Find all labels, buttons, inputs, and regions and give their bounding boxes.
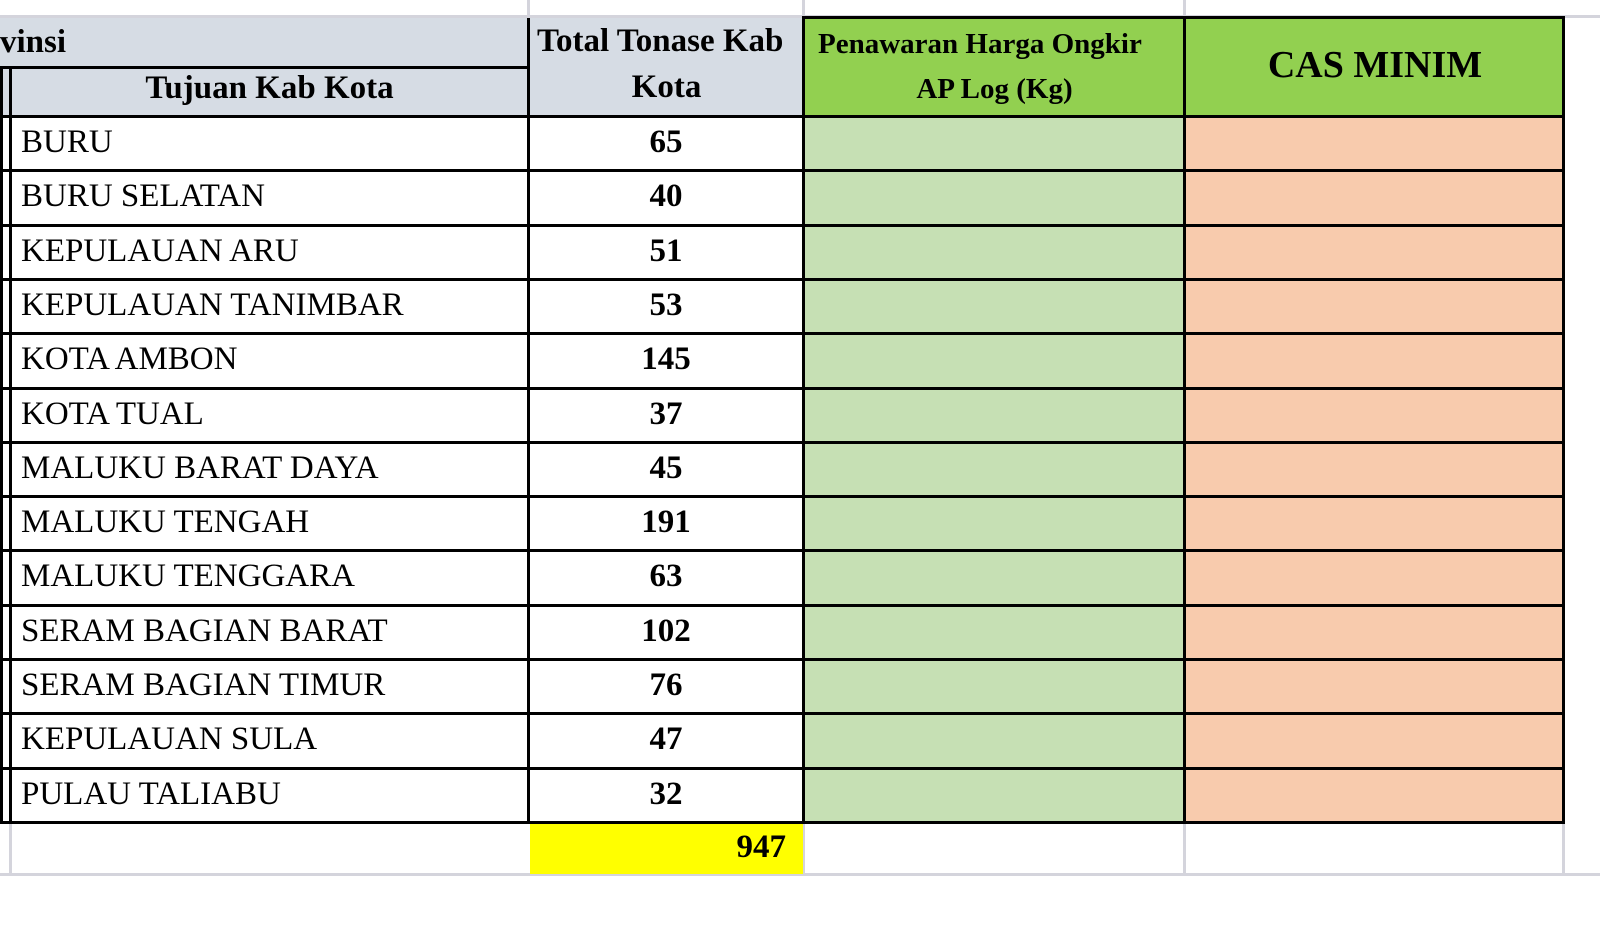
tujuan-value: KEPULAUAN SULA [21,721,318,757]
tujuan-cell[interactable] [11,550,528,605]
tujuan-cell[interactable] [11,225,528,279]
total-value: 45 [649,450,683,486]
tujuan-value: MALUKU BARAT DAYA [21,450,379,486]
penawaran-cell[interactable] [804,388,1185,442]
total-value: 37 [649,396,683,432]
total-cell[interactable] [529,605,803,659]
tujuan-cell[interactable] [11,170,528,225]
total-cell[interactable] [529,333,803,388]
header-total-line2: Kota [631,69,702,105]
tujuan-cell[interactable] [11,768,528,822]
tujuan-value: KEPULAUAN ARU [21,233,299,269]
penawaran-cell[interactable] [804,550,1185,605]
row-border [0,332,1565,335]
border-v-col1 [9,66,12,823]
tujuan-cell[interactable] [11,605,528,659]
total-value: 32 [649,776,683,812]
grand-total-value: 947 [736,829,786,865]
header-total-line1: Total Tonase Kab [537,23,784,59]
total-cell[interactable] [529,713,803,768]
row-border [0,712,1565,715]
penawaran-cell[interactable] [804,442,1185,496]
header-tujuan-label: Tujuan Kab Kota [145,70,394,106]
total-cell[interactable] [529,442,803,496]
tujuan-value: KOTA AMBON [21,341,238,377]
cas-cell[interactable] [1185,605,1564,659]
row-border [0,495,1565,498]
tujuan-cell[interactable] [11,116,528,170]
border-h-header-mid [0,66,529,69]
tujuan-cell[interactable] [11,713,528,768]
cas-cell[interactable] [1185,388,1564,442]
tujuan-value: SERAM BAGIAN BARAT [21,613,388,649]
cas-cell[interactable] [1185,659,1564,713]
row-border [0,767,1565,770]
cas-cell[interactable] [1185,550,1564,605]
row-border [0,115,1565,118]
total-cell[interactable] [529,170,803,225]
gridline-col4-bottom [1183,821,1186,876]
grand-total-cell[interactable] [530,823,803,874]
cas-cell[interactable] [1185,496,1564,550]
penawaran-cell[interactable] [804,279,1185,333]
total-cell[interactable] [529,116,803,170]
cas-cell[interactable] [1185,768,1564,822]
header-total-cell[interactable] [529,18,804,118]
cas-cell[interactable] [1185,225,1564,279]
gridline-col2-top [527,0,530,18]
tujuan-cell[interactable] [11,442,528,496]
border-v-col5 [1562,16,1565,823]
border-v-col3 [802,16,805,823]
gridline-col5-bottom [1562,821,1565,876]
total-value: 51 [649,233,683,269]
tujuan-cell[interactable] [11,496,528,550]
penawaran-cell[interactable] [804,116,1185,170]
penawaran-cell[interactable] [804,659,1185,713]
gridline-left [9,821,12,876]
header-provinsi-label: vinsi [0,24,67,60]
tujuan-value: MALUKU TENGGARA [21,558,355,594]
tujuan-cell[interactable] [11,388,528,442]
total-cell[interactable] [529,768,803,822]
tujuan-value: KEPULAUAN TANIMBAR [21,287,404,323]
penawaran-cell[interactable] [804,225,1185,279]
tujuan-value: KOTA TUAL [21,396,204,432]
total-value: 40 [649,178,683,214]
cas-cell[interactable] [1185,116,1564,170]
total-value: 63 [649,558,683,594]
tujuan-value: BURU [21,124,113,160]
tujuan-cell[interactable] [11,659,528,713]
total-value: 76 [649,667,683,703]
tujuan-value: BURU SELATAN [21,178,265,214]
cas-cell[interactable] [1185,713,1564,768]
header-provinsi-cell[interactable] [0,18,529,68]
header-cas-cell[interactable] [1185,18,1565,118]
tujuan-cell[interactable] [11,279,528,333]
header-cas-label: CAS MINIM [1267,44,1483,86]
row-border [0,224,1565,227]
header-penawaran-cell[interactable] [804,18,1185,118]
penawaran-cell[interactable] [804,605,1185,659]
penawaran-cell[interactable] [804,496,1185,550]
cas-cell[interactable] [1185,333,1564,388]
penawaran-cell[interactable] [804,768,1185,822]
total-cell[interactable] [529,659,803,713]
border-v-col4 [1183,16,1186,823]
total-cell[interactable] [529,550,803,605]
row-border [0,604,1565,607]
cas-cell[interactable] [1185,442,1564,496]
total-cell[interactable] [529,225,803,279]
header-penawaran-line1: Penawaran Harga Ongkir [818,28,1142,60]
total-value: 102 [641,613,691,649]
tujuan-value: MALUKU TENGAH [21,504,310,540]
penawaran-cell[interactable] [804,170,1185,225]
total-value: 145 [641,341,691,377]
tujuan-value: PULAU TALIABU [21,776,281,812]
row-border [0,278,1565,281]
total-cell[interactable] [529,388,803,442]
border-v-col2 [527,18,530,823]
row-border-bottom [0,821,1565,824]
penawaran-cell[interactable] [804,333,1185,388]
tujuan-cell[interactable] [11,333,528,388]
row-border [0,387,1565,390]
tujuan-value: SERAM BAGIAN TIMUR [21,667,386,703]
total-cell[interactable] [529,279,803,333]
header-tujuan-cell[interactable] [0,68,529,118]
total-cell[interactable] [529,496,803,550]
cas-cell[interactable] [1185,279,1564,333]
total-value: 47 [649,721,683,757]
total-value: 191 [641,504,691,540]
total-value: 53 [649,287,683,323]
border-v-edge [0,66,3,823]
row-border [0,441,1565,444]
row-border [0,658,1565,661]
cas-cell[interactable] [1185,170,1564,225]
total-value: 65 [649,124,683,160]
penawaran-cell[interactable] [804,713,1185,768]
row-border [0,169,1565,172]
row-border [0,549,1565,552]
header-penawaran-line2: AP Log (Kg) [916,73,1073,105]
